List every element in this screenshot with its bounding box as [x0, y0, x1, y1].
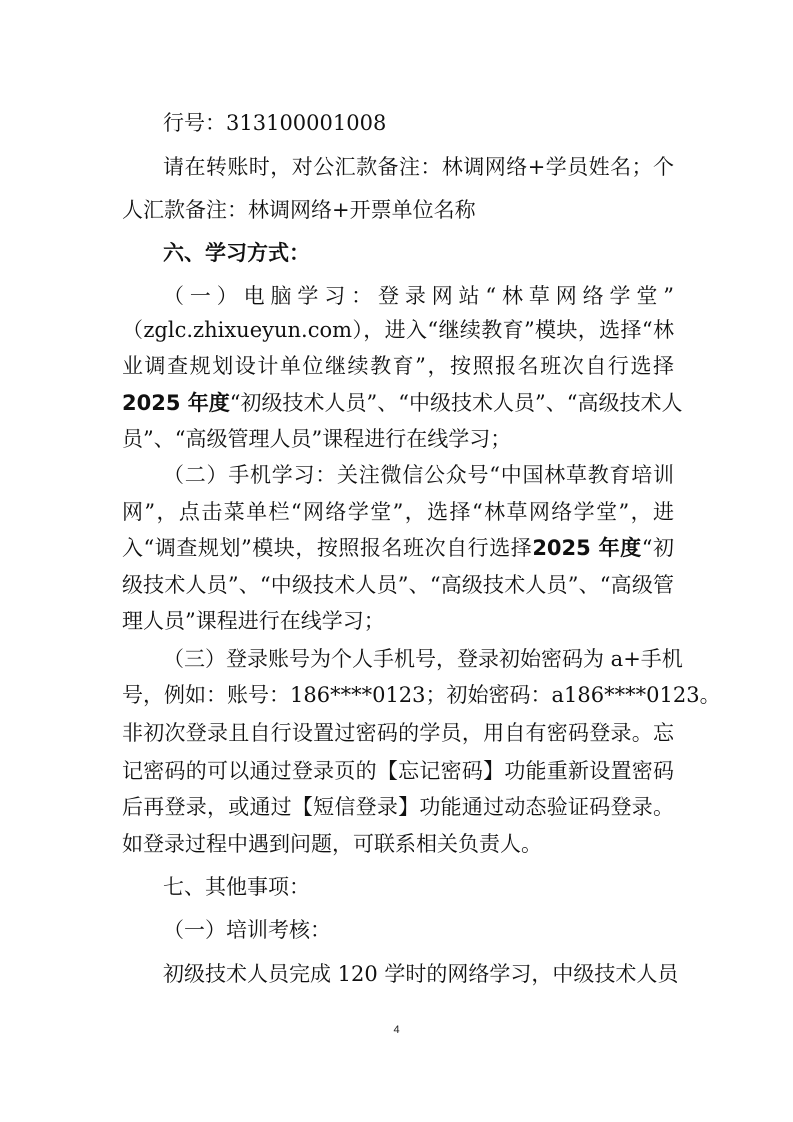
- section-6-heading: 六、学习方式：: [163, 241, 310, 265]
- login-line-6: 如登录过程中遇到问题，可联系相关负责人。: [122, 832, 542, 856]
- login-line-4: 记密码的可以通过登录页的【忘记密码】功能重新设置密码: [122, 759, 674, 783]
- login-line-3: 非初次登录且自行设置过密码的学员，用自有密码登录。忘: [122, 721, 674, 745]
- pc-study-line-4-text: “初级技术人员”、“中级技术人员”、“高级技术人: [229, 391, 683, 415]
- year-bold-2: 2025 年度: [532, 536, 642, 560]
- pc-study-line-3: 业调查规划设计单位继续教育”，按照报名班次自行选择: [122, 354, 674, 378]
- login-line-5: 后再登录，或通过【短信登录】功能通过动态验证码登录。: [122, 795, 674, 819]
- pc-study-line-4: [122, 388, 683, 418]
- year-bold-1: 2025 年度: [122, 391, 230, 415]
- training-assessment-line-1: 初级技术人员完成 120 学时的网络学习，中级技术人员: [163, 962, 679, 986]
- login-line-2: 号，例如：账号：186****0123；初始密码：a186****0123。: [122, 683, 721, 707]
- login-line-1: （三）登录账号为个人手机号，登录初始密码为 a+手机: [163, 647, 683, 671]
- mobile-study-line-5: 理人员”课程进行在线学习；: [122, 609, 385, 633]
- mobile-study-line-4: 级技术人员”、“中级技术人员”、“高级技术人员”、“高级管: [122, 573, 674, 597]
- section-7-heading: 七、其他事项：: [163, 875, 310, 899]
- mobile-study-line-3-text-b: “初: [641, 536, 674, 560]
- remittance-note-line-2: 人汇款备注：林调网络+开票单位名称: [122, 198, 476, 222]
- training-assessment-heading: （一）培训考核：: [163, 918, 331, 942]
- pc-study-line-2: （zglc.zhixueyun.com），进入“继续教育”模块，选择“林: [122, 318, 674, 342]
- mobile-study-line-2: 网”，点击菜单栏“网络学堂”，选择“林草网络学堂”，进: [122, 500, 674, 524]
- mobile-study-line-3-text-a: 入“调查规划”模块，按照报名班次自行选择: [122, 536, 533, 560]
- pc-study-line-1: （一）电脑学习：登录网站“林草网络学堂”: [163, 284, 674, 308]
- mobile-study-line-3: [122, 533, 674, 563]
- bank-line-number: 行号：313100001008: [163, 111, 387, 135]
- pc-study-line-5: 员”、“高级管理人员”课程进行在线学习；: [122, 427, 512, 451]
- mobile-study-line-1: （二）手机学习：关注微信公众号“中国林草教育培训: [163, 463, 674, 487]
- remittance-note-line-1: 请在转账时，对公汇款备注：林调网络+学员姓名；个: [163, 155, 674, 179]
- page-number: 4: [393, 1024, 400, 1036]
